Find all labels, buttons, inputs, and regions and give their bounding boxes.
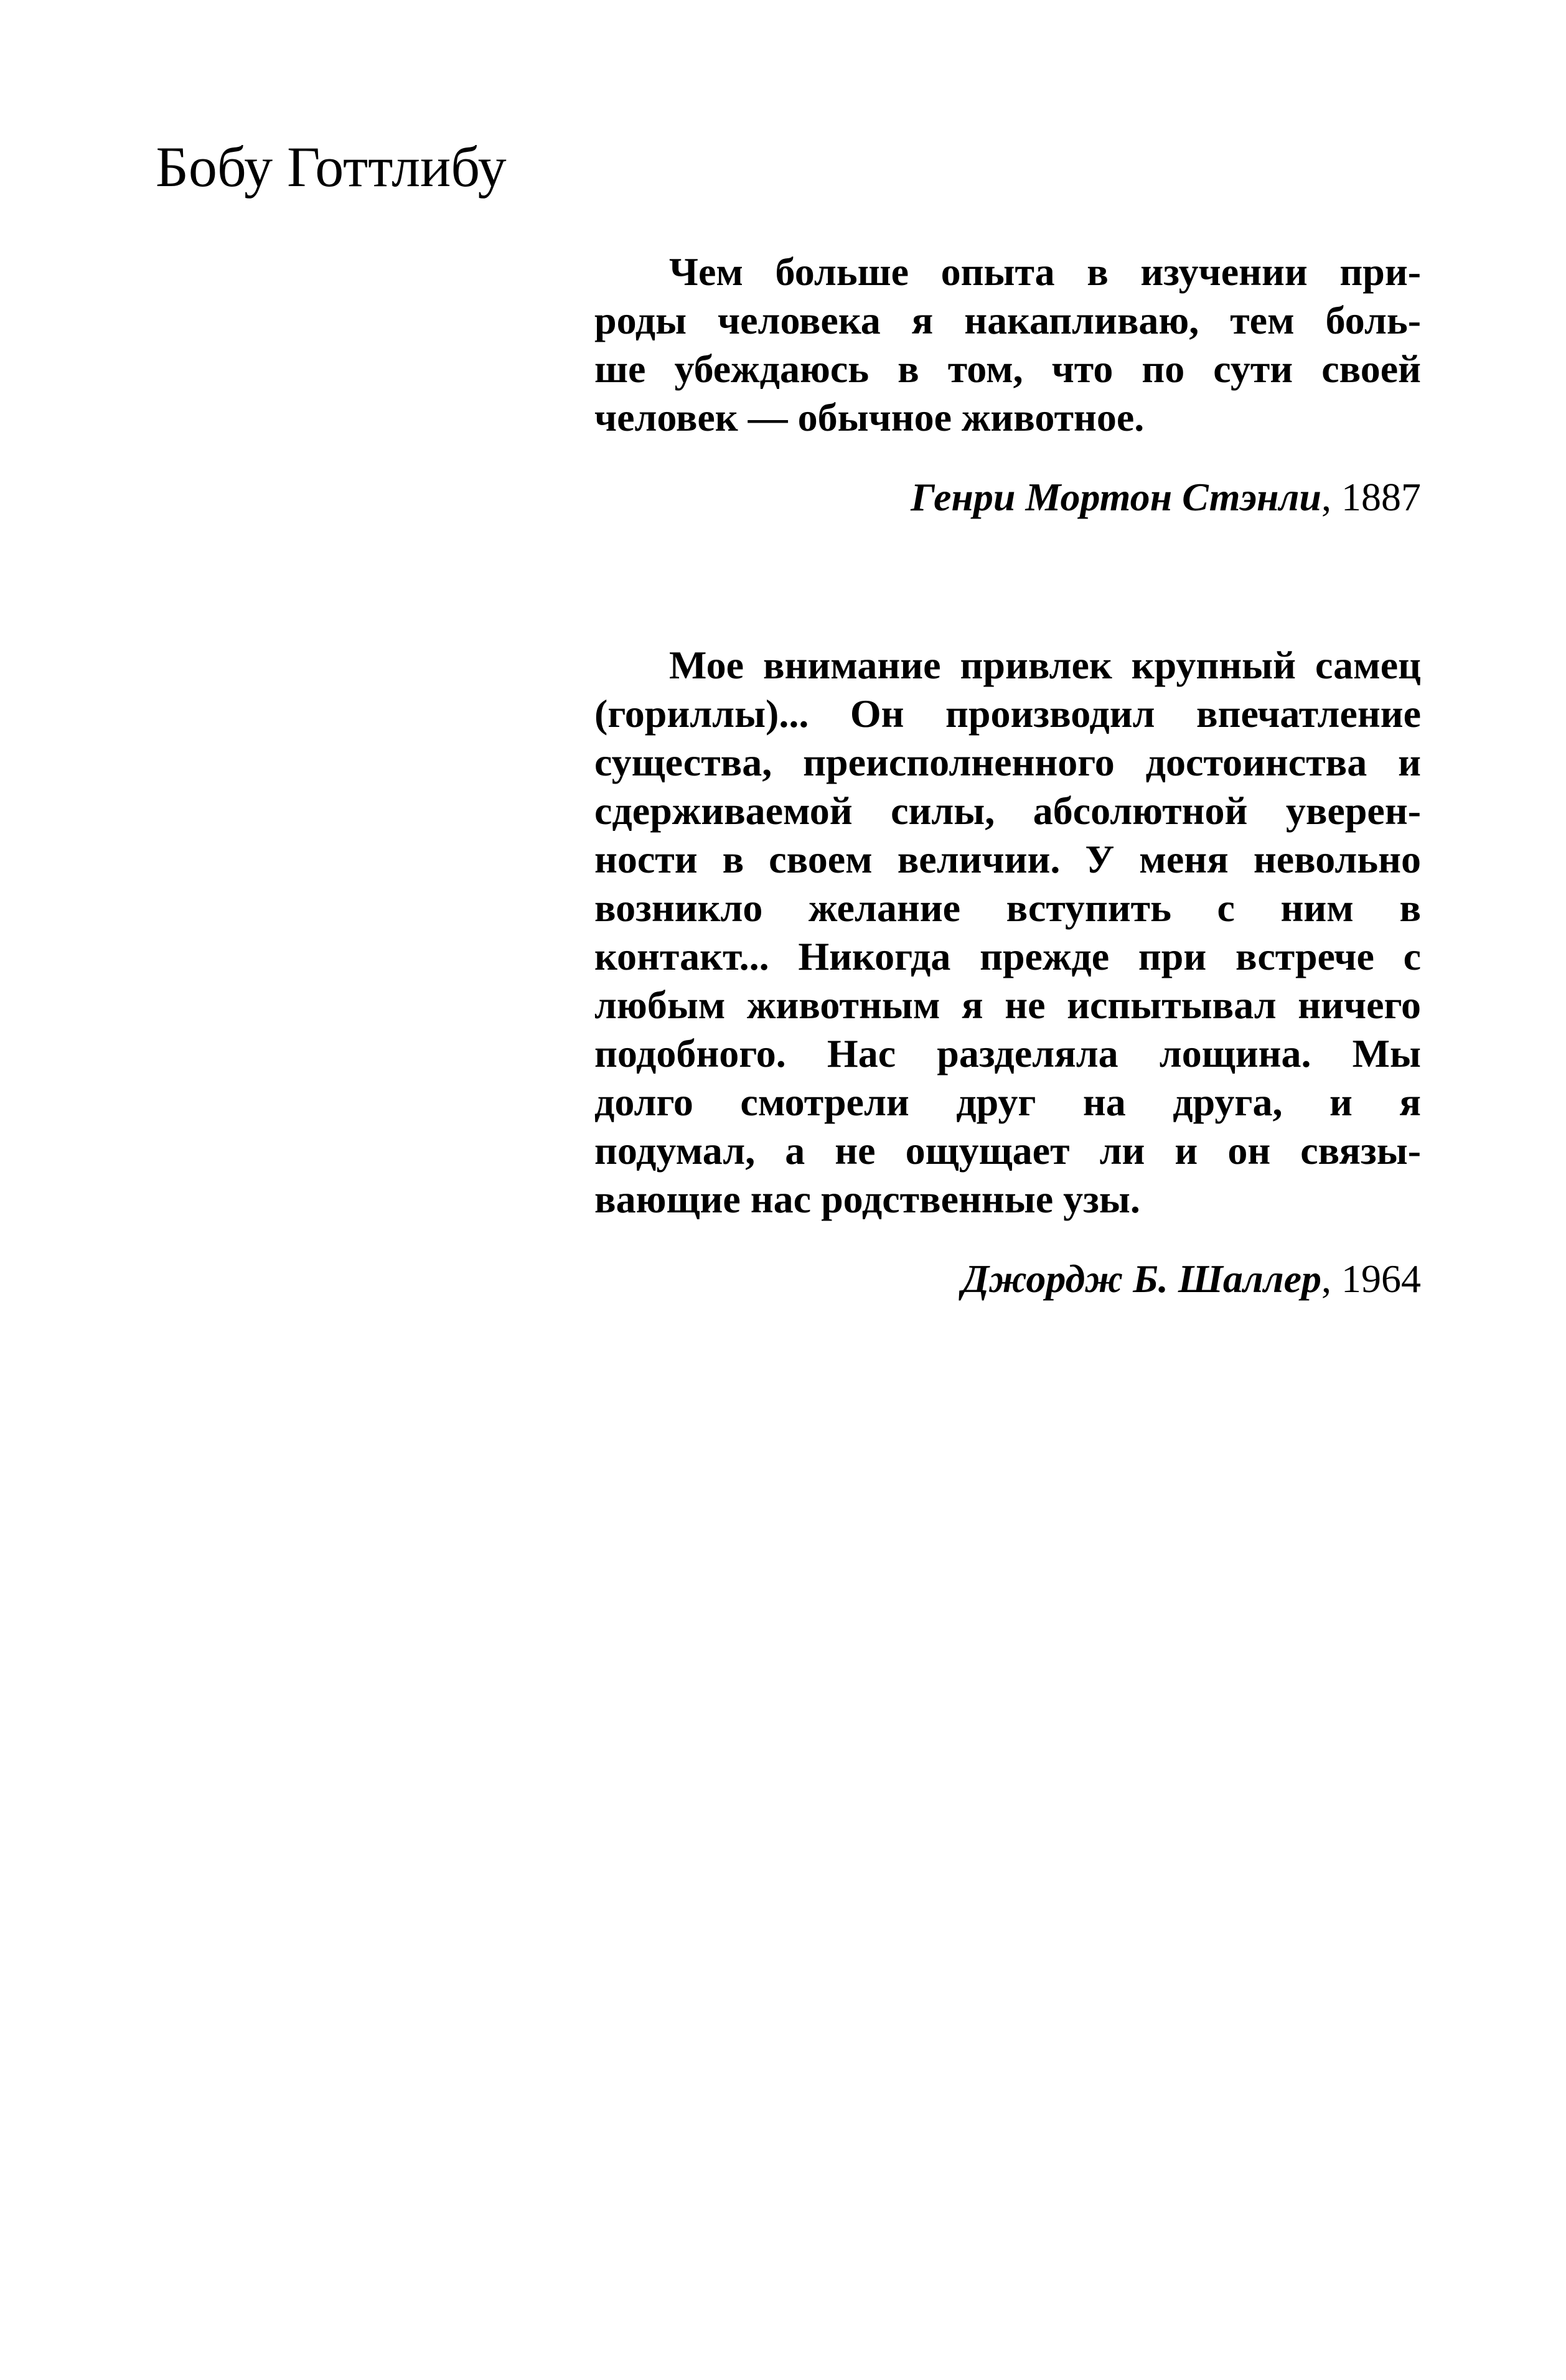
epigraph-line: (гориллы)... Он производил впечатление (594, 691, 1421, 736)
epigraph-line: вающие нас родственные узы. (594, 1177, 1140, 1221)
epigraph-line: человек — обычное животное. (594, 395, 1145, 439)
attribution-year: 1887 (1341, 475, 1421, 519)
attribution-separator: , (1321, 475, 1341, 519)
epigraph-line: существа, преисполненного достоинства и (594, 740, 1421, 784)
epigraph-line: роды человека я накапливаю, тем боль- (594, 298, 1421, 342)
epigraph-stanley (594, 248, 1421, 522)
attribution-author: Джордж Б. Шаллер (962, 1257, 1321, 1301)
epigraph-attribution (594, 473, 1421, 522)
epigraph-line: подумал, а не ощущает ли и он связы- (594, 1128, 1421, 1173)
epigraph-line: сдерживаемой силы, абсолютной уверен- (594, 789, 1421, 833)
epigraph-line: любым животным я не испытывал ничего (594, 983, 1421, 1027)
epigraph-text (594, 248, 1421, 442)
attribution-author: Генри Мортон Стэнли (911, 475, 1321, 519)
epigraph-line: возникло желание вступить с ним в (594, 886, 1421, 930)
epigraph-schaller (594, 641, 1421, 1303)
epigraph-text (594, 641, 1421, 1224)
epigraph-line: Чем больше опыта в изучении при- (669, 250, 1421, 294)
epigraph-line: ности в своем величии. У меня невольно (594, 837, 1421, 881)
dedication: Бобу Готтлибу (156, 135, 507, 199)
epigraph-attribution (594, 1255, 1421, 1303)
attribution-separator: , (1321, 1257, 1341, 1301)
epigraph-line: Мое внимание привлек крупный самец (669, 643, 1421, 687)
epigraph-line: подобного. Нас разделяла лощина. Мы (594, 1031, 1421, 1075)
epigraph-line: контакт... Никогда прежде при встрече с (594, 934, 1421, 978)
epigraph-line: ше убеждаюсь в том, что по сути своей (594, 347, 1421, 391)
epigraph-line: долго смотрели друг на друга, и я (594, 1080, 1421, 1124)
attribution-year: 1964 (1341, 1257, 1421, 1301)
